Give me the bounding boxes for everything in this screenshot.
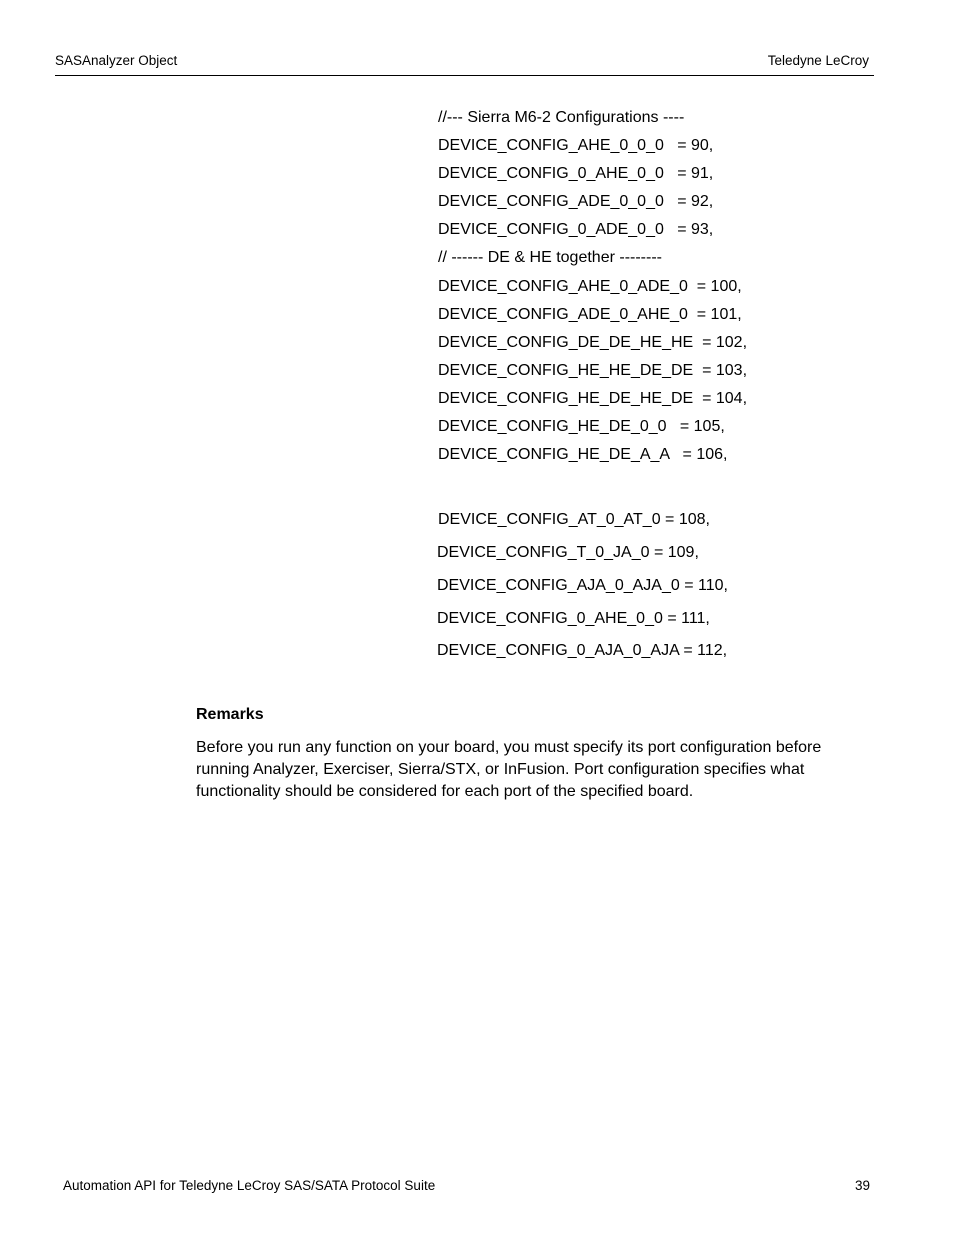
running-header-section: SASAnalyzer Object — [55, 53, 178, 68]
code-line: DEVICE_CONFIG_ADE_0_AHE_0 = 101, — [438, 306, 742, 323]
header-divider — [55, 75, 874, 76]
code-line: DEVICE_CONFIG_0_AHE_0_0 = 111, — [437, 610, 710, 627]
code-line: DEVICE_CONFIG_AT_0_AT_0 = 108, — [438, 511, 710, 528]
running-header-company: Teledyne LeCroy — [767, 53, 869, 68]
code-line: //--- Sierra M6-2 Configurations ---- — [438, 109, 685, 126]
code-line: // ------ DE & HE together -------- — [438, 249, 662, 266]
code-line: DEVICE_CONFIG_0_AHE_0_0 = 91, — [438, 165, 714, 182]
running-footer-title: Automation API for Teledyne LeCroy SAS/SATA Protocol Suite — [63, 1178, 436, 1193]
code-line: DEVICE_CONFIG_HE_DE_A_A = 106, — [438, 446, 728, 463]
page-number: 39 — [854, 1178, 870, 1193]
code-line: DEVICE_CONFIG_AHE_0_ADE_0 = 100, — [438, 278, 742, 295]
code-line: DEVICE_CONFIG_HE_DE_HE_DE = 104, — [438, 390, 748, 407]
remarks-paragraph: Before you run any function on your board, you must specify its port configuration before running Analyzer, Exerciser, Sierra/STX, or InFusion. Port configuration specifies what functionality should be considered for each port of the specified board. — [196, 739, 822, 800]
code-line: DEVICE_CONFIG_DE_DE_HE_HE = 102, — [438, 334, 748, 351]
code-line: DEVICE_CONFIG_0_ADE_0_0 = 93, — [438, 221, 714, 238]
code-line: DEVICE_CONFIG_T_0_JA_0 = 109, — [437, 544, 699, 561]
code-line: DEVICE_CONFIG_AJA_0_AJA_0 = 110, — [437, 577, 728, 594]
code-line: DEVICE_CONFIG_AHE_0_0_0 = 90, — [438, 137, 714, 154]
code-line: DEVICE_CONFIG_HE_HE_DE_DE = 103, — [438, 362, 748, 379]
code-line: DEVICE_CONFIG_0_AJA_0_AJA = 112, — [437, 642, 728, 659]
code-line: DEVICE_CONFIG_ADE_0_0_0 = 92, — [438, 193, 714, 210]
remarks-heading: Remarks — [196, 706, 264, 723]
code-line: DEVICE_CONFIG_HE_DE_0_0 = 105, — [438, 418, 725, 435]
